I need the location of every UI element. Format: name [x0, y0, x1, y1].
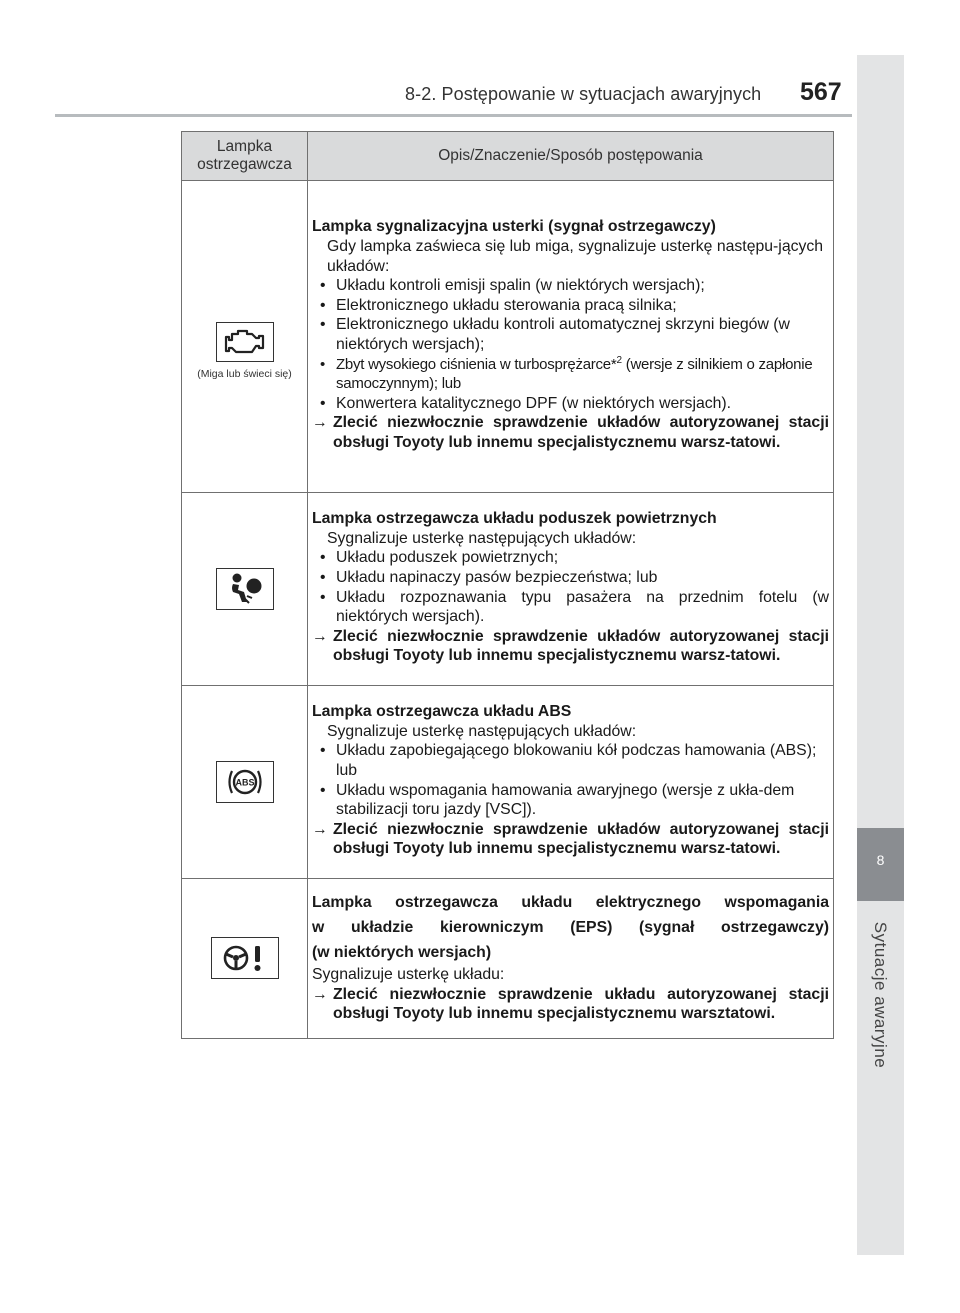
list-item: • Układu napinaczy pasów bezpieczeństwa; lub: [312, 568, 829, 588]
row-intro: Gdy lampka zaświeca się lub miga, sygnalizuje usterkę następu-jących układów:: [327, 238, 824, 275]
list-item: [312, 355, 829, 394]
action-instruction: [312, 627, 829, 666]
action-instruction: [312, 985, 829, 1024]
side-tab-number: 8: [876, 852, 885, 868]
table-row: [182, 181, 834, 493]
arrow-icon: →: [312, 985, 328, 1003]
arrow-icon: →: [312, 627, 328, 645]
icon-cell: [182, 493, 308, 686]
column-header-description: Opis/Znaczenie/Sposób postępowania: [308, 132, 834, 181]
list-item: • Układu wspomagania hamowania awaryjnego (wersje z ukła-dem stabilizacji toru jazdy [VSC]).: [312, 781, 829, 820]
side-strip: [857, 55, 904, 1255]
abs-icon-label: ABS: [234, 777, 255, 787]
row-title-line: (w niektórych wersjach): [312, 944, 492, 962]
table-header-row: [182, 132, 834, 181]
column-header-icon-line1: Lampka: [216, 138, 273, 155]
action-text: Zlecić niezwłocznie sprawdzenie układów autoryzowanej stacji obsługi Toyoty lub innemu specjalistycznemu warsz-tatowi.: [333, 820, 829, 858]
airbag-icon: [216, 568, 274, 610]
condition-text-tail: (wersje z silnikiem o zapłonie samoczynnym); lub: [336, 355, 813, 393]
arrow-icon: →: [312, 414, 328, 432]
action-text: Zlecić niezwłocznie sprawdzenie układów autoryzowanej stacji obsługi Toyoty lub innemu specjalistycznemu warsz-tatowi.: [333, 414, 829, 451]
row-title: Lampka ostrzegawcza układu ABS: [312, 703, 572, 721]
warning-lights-table: [181, 131, 834, 1039]
condition-list: [312, 548, 829, 626]
action-instruction: [312, 413, 829, 452]
list-item: • Elektronicznego układu sterowania pracą silnika;: [312, 296, 829, 316]
list-item: • Układu rozpoznawania typu pasażera na przednim fotelu (w niektórych wersjach).: [312, 588, 829, 627]
action-text: Zlecić niezwłocznie sprawdzenie układów autoryzowanej stacji obsługi Toyoty lub innemu specjalistycznemu warsz-tatowi.: [333, 627, 829, 665]
row-intro: Sygnalizuje usterkę układu:: [312, 966, 505, 984]
row-title: Lampka sygnalizacyjna usterki (sygnał ostrzegawczy): [312, 218, 716, 236]
page-number: 567: [800, 78, 842, 106]
action-text: Zlecić niezwłocznie sprawdzenie układu autoryzowanej stacji obsługi Toyoty lub innemu specjalistycznemu warsztatowi.: [333, 985, 829, 1023]
chapter-title: 8-2. Postępowanie w sytuacjach awaryjnych: [405, 84, 762, 104]
list-item: • Układu kontroli emisji spalin (w niektórych wersjach);: [312, 276, 829, 296]
abs-icon: [216, 761, 274, 803]
condition-list: [312, 741, 829, 819]
list-item: • Układu zapobiegającego blokowaniu kół podczas hamowania (ABS); lub: [312, 741, 829, 780]
action-instruction: [312, 820, 829, 859]
description-cell: [308, 879, 834, 1039]
icon-cell: [182, 879, 308, 1039]
header-divider: [55, 114, 852, 117]
description-cell: [308, 686, 834, 879]
table-row: [182, 686, 834, 879]
condition-text: Zbyt wysokiego ciśnienia w turbosprężarce*: [336, 355, 617, 373]
icon-cell: [182, 181, 308, 493]
side-section-title: Sytuacje awaryjne: [871, 921, 890, 1069]
arrow-icon: →: [312, 820, 328, 838]
icon-note: (Miga lub świeci się): [197, 367, 292, 380]
row-title-line: Lampka ostrzegawcza układu elektrycznego wspomagania: [312, 894, 829, 912]
description-cell: [308, 493, 834, 686]
eps-steering-icon: [211, 937, 279, 979]
icon-cell: [182, 686, 308, 879]
column-header-icon-line2: ostrzegawcza: [197, 156, 292, 173]
row-title: Lampka ostrzegawcza układu poduszek powietrznych: [312, 510, 717, 528]
column-header-icon: [182, 132, 308, 181]
list-item: • Elektronicznego układu kontroli automatycznej skrzyni biegów (w niektórych wersjach);: [312, 315, 829, 354]
table-row: [182, 493, 834, 686]
row-intro: Sygnalizuje usterkę następujących układów:: [327, 722, 637, 740]
condition-list: [312, 276, 829, 413]
footnote-mark: 2: [616, 354, 622, 366]
list-item: • Konwertera katalitycznego DPF (w niektórych wersjach).: [312, 394, 829, 414]
description-cell: [308, 181, 834, 493]
row-title-line: w układzie kierowniczym (EPS) (sygnał ostrzegawczy): [312, 919, 829, 937]
engine-check-icon: [216, 322, 274, 362]
table-row: [182, 879, 834, 1039]
list-item: • Układu poduszek powietrznych;: [312, 548, 829, 568]
row-intro: Sygnalizuje usterkę następujących układów:: [327, 529, 637, 547]
